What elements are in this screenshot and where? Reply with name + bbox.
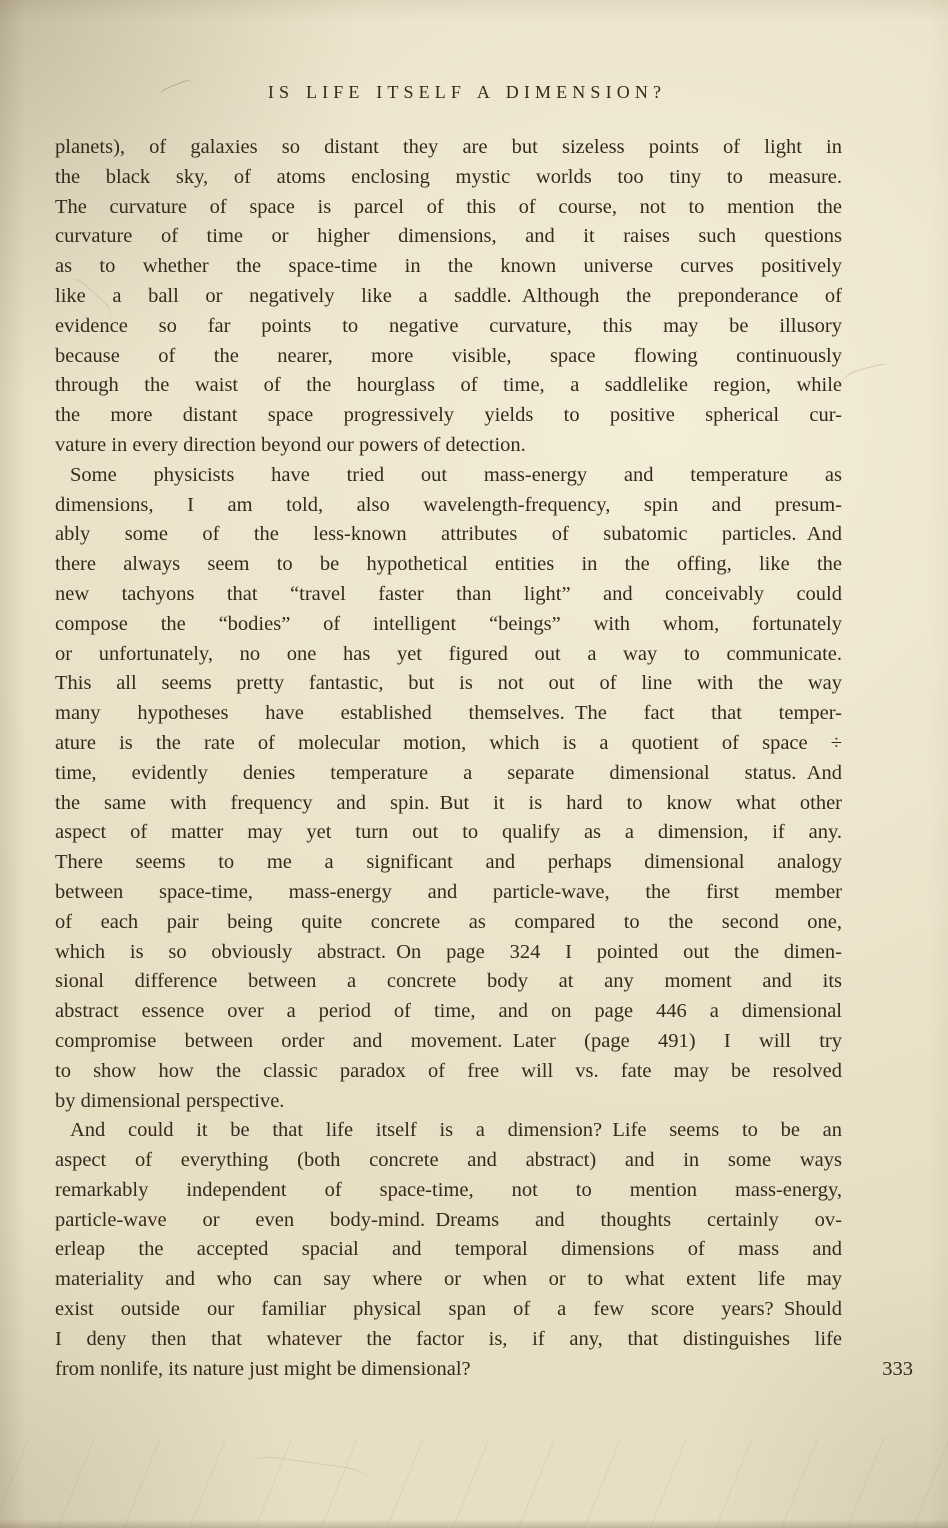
- text-line: compose the “bodies” of intelligent “beings” with whom, fortunately: [55, 612, 842, 635]
- text-line: new tachyons that “travel faster than light” and conceivably could: [55, 582, 842, 605]
- text-line: materiality and who can say where or when or to what extent life may: [55, 1268, 842, 1291]
- text-line: like a ball or negatively like a saddle. Although the preponderance of: [55, 284, 842, 307]
- text-line: there always seem to be hypothetical entities in the offing, like the: [55, 553, 842, 576]
- text-line: I deny then that whatever the factor is, if any, that distinguishes life: [55, 1327, 842, 1350]
- text-line: evidence so far points to negative curvature, this may be illusory: [55, 314, 842, 337]
- text-line: compromise between order and movement. Later (page 491) I will try: [55, 1029, 842, 1052]
- text-line: dimensions, I am told, also wavelength-frequency, spin and presum-: [55, 493, 842, 516]
- text-line: abstract essence over a period of time, and on page 446 a dimensional: [55, 1000, 842, 1023]
- text-line: to show how the classic paradox of free will vs. fate may be resolved: [55, 1059, 842, 1082]
- text-line: by dimensional perspective.: [55, 1089, 285, 1112]
- text-line: sional difference between a concrete body at any moment and its: [55, 970, 842, 993]
- text-line: aspect of everything (both concrete and abstract) and in some ways: [55, 1149, 842, 1172]
- text-line: ably some of the less-known attributes of subatomic particles. And: [55, 523, 842, 546]
- text-line: erleap the accepted spacial and temporal dimensions of mass and: [55, 1238, 842, 1261]
- text-line: There seems to me a significant and perhaps dimensional analogy: [55, 851, 842, 874]
- text-line: This all seems pretty fantastic, but is not out of line with the way: [55, 672, 842, 695]
- text-line: And could it be that life itself is a dimension? Life seems to be an: [70, 1119, 842, 1142]
- text-line: because of the nearer, more visible, space flowing continuously: [55, 344, 842, 367]
- scratch-mark: [839, 362, 891, 387]
- text-line: The curvature of space is parcel of this of course, not to mention the: [55, 195, 842, 218]
- text-line: the more distant space progressively yields to positive spherical cur-: [55, 404, 842, 427]
- text-line: the black sky, of atoms enclosing mystic worlds too tiny to measure.: [55, 165, 842, 188]
- text-line: of each pair being quite concrete as compared to the second one,: [55, 910, 842, 933]
- text-line: the same with frequency and spin. But it is hard to know what other: [55, 791, 842, 814]
- page-bottom-wear: [0, 1438, 948, 1528]
- text-line: between space-time, mass-energy and particle-wave, the first member: [55, 880, 842, 903]
- text-line: curvature of time or higher dimensions, and it raises such questions: [55, 225, 842, 248]
- scratch-mark: [249, 1454, 370, 1490]
- text-line: vature in every direction beyond our powers of detection.: [55, 433, 526, 456]
- page-number: 333: [882, 1358, 913, 1380]
- text-line: Some physicists have tried out mass-energy and temperature as: [70, 463, 842, 486]
- text-line: which is so obviously abstract. On page 324 I pointed out the dimen-: [55, 940, 842, 963]
- text-line: or unfortunately, no one has yet figured out a way to communicate.: [55, 642, 842, 665]
- text-line: remarkably independent of space-time, not to mention mass-energy,: [55, 1178, 842, 1201]
- text-line: as to whether the space-time in the known universe curves positively: [55, 255, 842, 278]
- text-line: from nonlife, its nature just might be dimensional?: [55, 1357, 471, 1380]
- text-line: aspect of matter may yet turn out to qualify as a dimension, if any.: [55, 821, 842, 844]
- page-body-text: [55, 133, 842, 1384]
- text-line: planets), of galaxies so distant they are but sizeless points of light in: [55, 136, 842, 158]
- text-line: many hypotheses have established themselves. The fact that temper-: [55, 702, 842, 725]
- text-line: ature is the rate of molecular motion, which is a quotient of space ÷: [55, 731, 842, 754]
- text-line: time, evidently denies temperature a separate dimensional status. And: [55, 761, 842, 784]
- running-head-title: IS LIFE ITSELF A DIMENSION?: [267, 82, 667, 102]
- text-line: particle-wave or even body-mind. Dreams and thoughts certainly ov-: [55, 1208, 842, 1231]
- text-line: through the waist of the hourglass of time, a saddlelike region, while: [55, 374, 842, 397]
- text-line: exist outside our familiar physical span of a few score years? Should: [55, 1298, 842, 1321]
